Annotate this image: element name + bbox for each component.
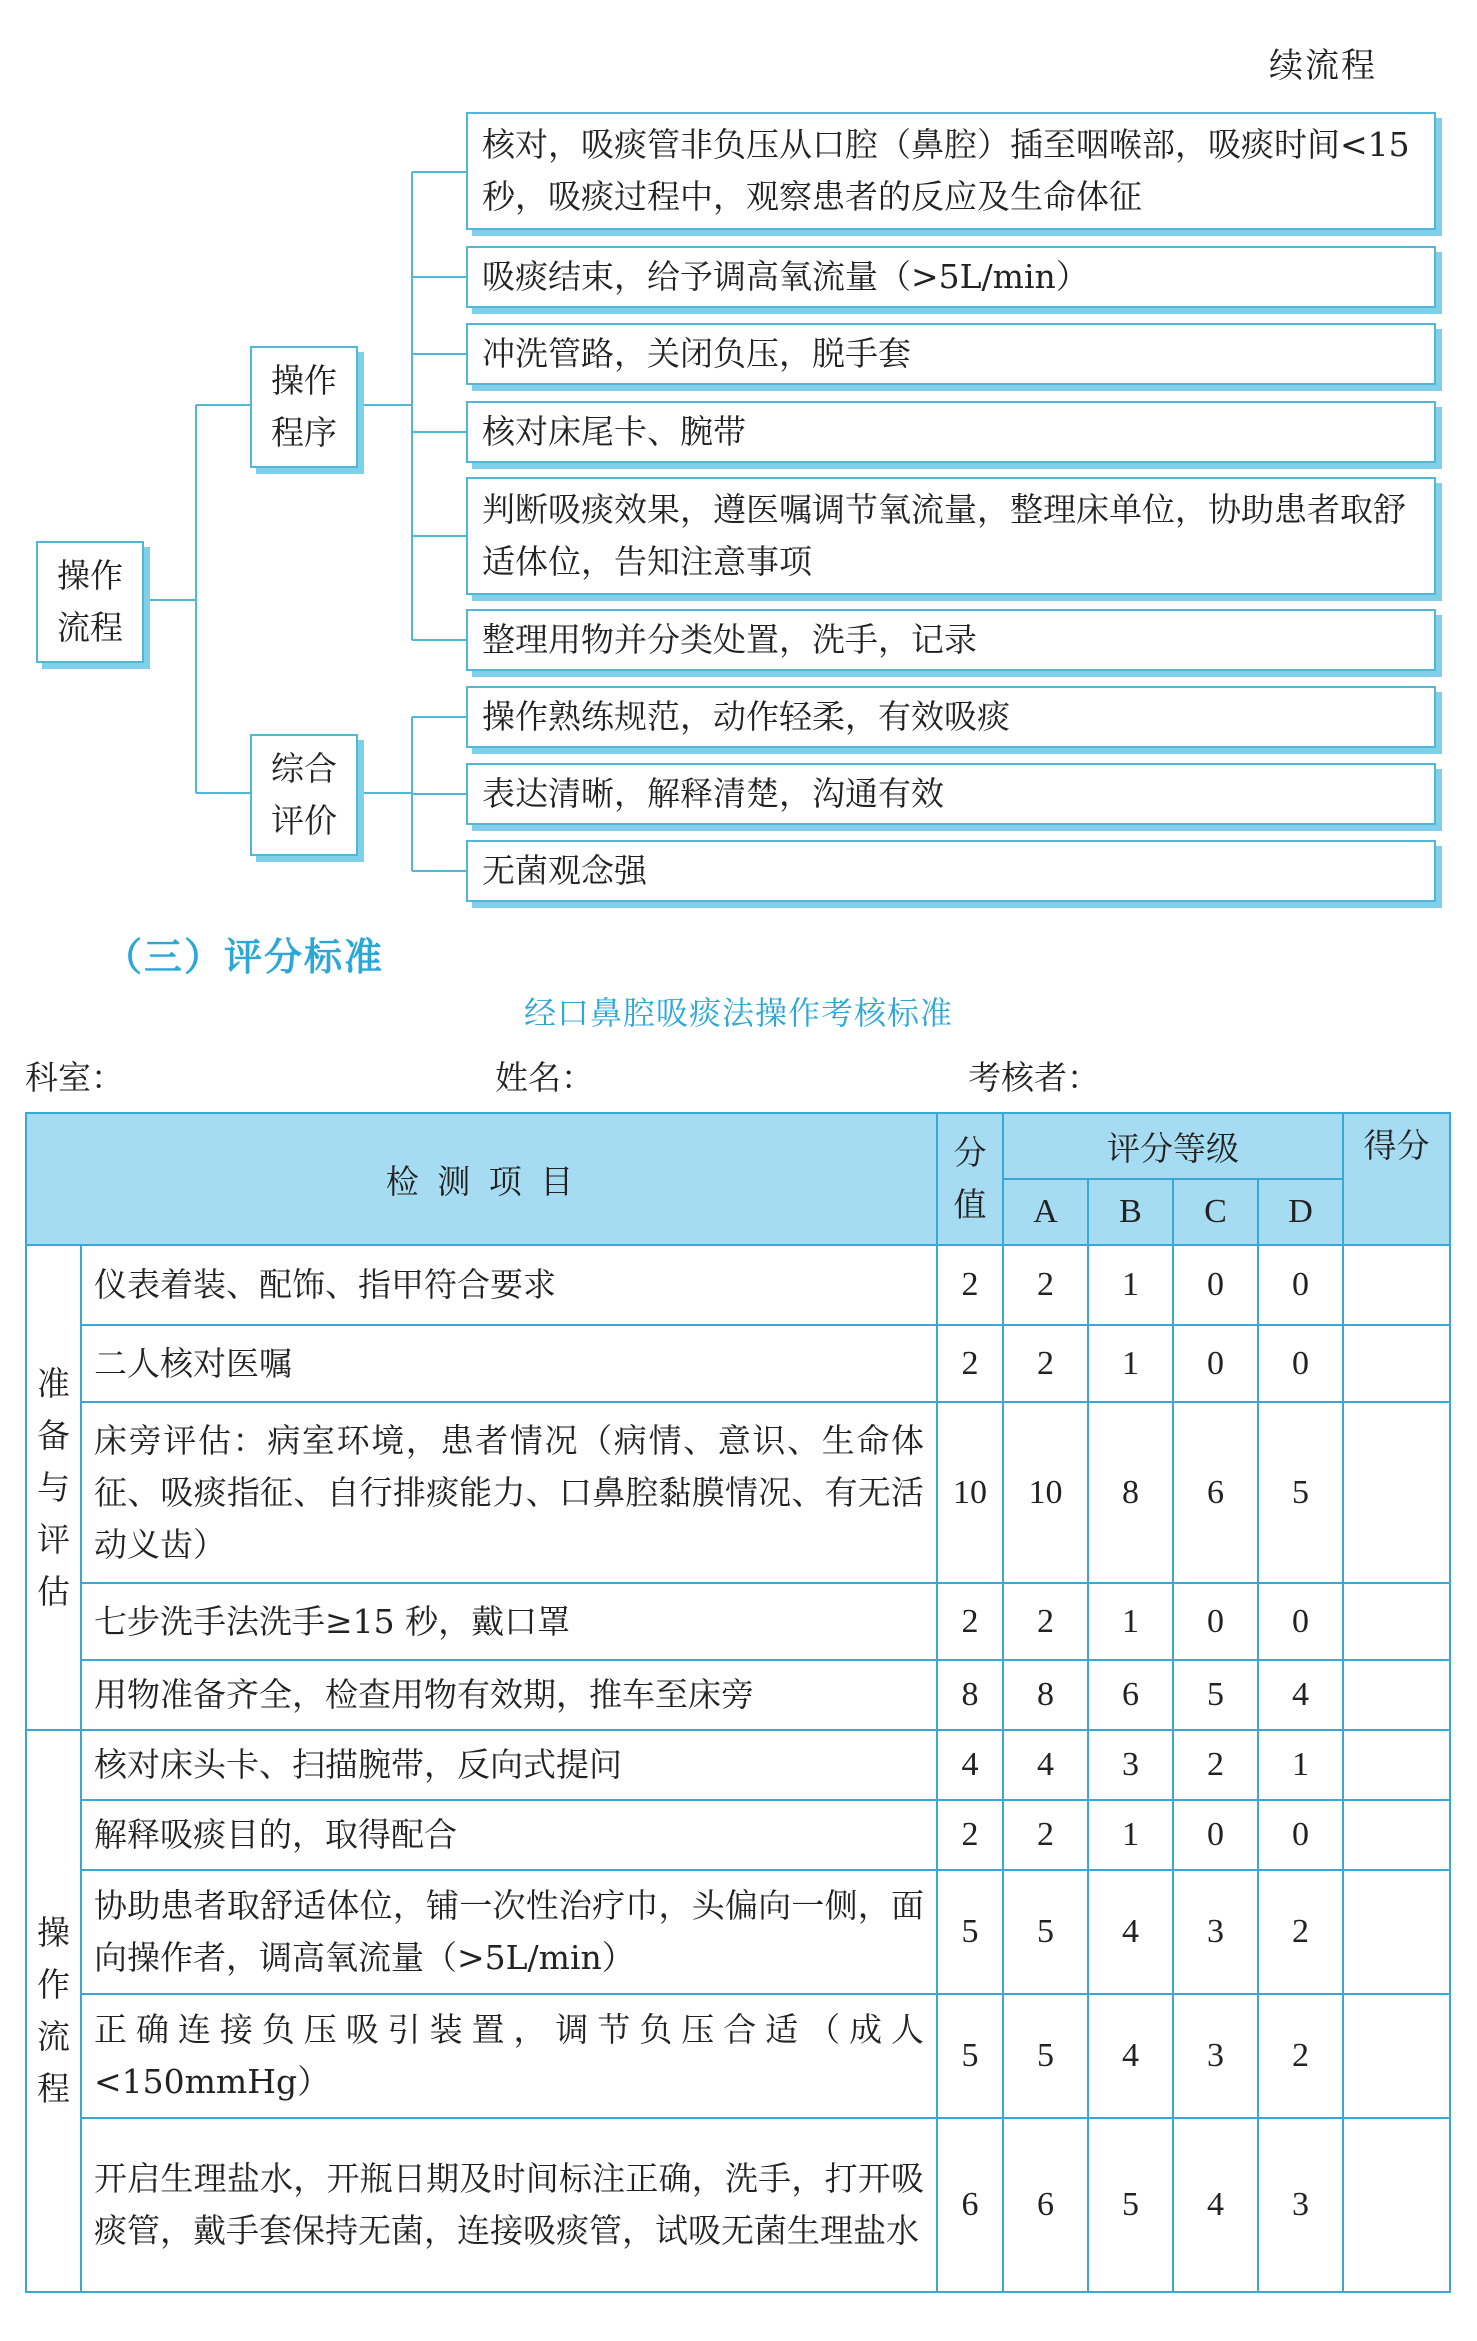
value-cell: 2	[937, 1325, 1003, 1402]
table-row	[26, 1402, 1450, 1583]
flow-step-text: 冲洗管路，关闭负压，脱手套	[482, 334, 911, 373]
meta-dept: 科室：	[25, 1058, 124, 1097]
page-continuation-label: 续流程	[1269, 46, 1377, 86]
grade-cell-c: 3	[1173, 1994, 1258, 2118]
flow-group-label: 综合评价	[271, 749, 337, 840]
value-cell: 4	[937, 1730, 1003, 1800]
grade-cell-b: 1	[1088, 1583, 1173, 1660]
flowchart	[0, 0, 1477, 910]
grade-cell-b: 6	[1088, 1660, 1173, 1730]
flow-step	[466, 477, 1436, 595]
score-cell[interactable]	[1343, 1245, 1450, 1325]
score-cell[interactable]	[1343, 1583, 1450, 1660]
table-row	[26, 1870, 1450, 1994]
grade-cell-a: 2	[1003, 1245, 1088, 1325]
table-row	[26, 1583, 1450, 1660]
grade-cell-d: 1	[1258, 1730, 1343, 1800]
grade-cell-a: 2	[1003, 1583, 1088, 1660]
value-cell: 10	[937, 1402, 1003, 1583]
grade-cell-b: 3	[1088, 1730, 1173, 1800]
score-cell[interactable]	[1343, 1325, 1450, 1402]
category-cell	[26, 1245, 81, 1730]
item-cell: 七步洗手法洗手≥15 秒，戴口罩	[81, 1583, 937, 1660]
table-row	[26, 1660, 1450, 1730]
grade-cell-d: 4	[1258, 1660, 1343, 1730]
item-cell: 二人核对医嘱	[81, 1325, 937, 1402]
flow-step	[466, 112, 1436, 230]
grade-cell-b: 5	[1088, 2118, 1173, 2292]
grade-cell-b: 1	[1088, 1800, 1173, 1870]
flow-group-node-evaluation	[250, 734, 358, 856]
grade-cell-d: 5	[1258, 1402, 1343, 1583]
table-row	[26, 1730, 1450, 1800]
header-grade: 评分等级	[1003, 1113, 1343, 1179]
flow-group-label: 操作程序	[271, 361, 337, 452]
grade-cell-c: 2	[1173, 1730, 1258, 1800]
value-cell: 5	[937, 1870, 1003, 1994]
flow-step	[466, 246, 1436, 308]
grade-cell-c: 0	[1173, 1800, 1258, 1870]
grade-cell-d: 0	[1258, 1583, 1343, 1660]
flow-step	[466, 401, 1436, 463]
meta-examiner: 考核者：	[968, 1058, 1100, 1097]
score-cell[interactable]	[1343, 1402, 1450, 1583]
category-label: 准备与评估	[37, 1363, 70, 1611]
grade-cell-d: 2	[1258, 1870, 1343, 1994]
value-cell: 8	[937, 1660, 1003, 1730]
flow-step	[466, 686, 1436, 748]
item-cell: 用物准备齐全，检查用物有效期，推车至床旁	[81, 1660, 937, 1730]
grade-cell-c: 3	[1173, 1870, 1258, 1994]
flow-root-node	[36, 541, 144, 663]
grade-cell-b: 8	[1088, 1402, 1173, 1583]
table-row	[26, 1245, 1450, 1325]
grade-cell-a: 5	[1003, 1870, 1088, 1994]
header-item: 检 测 项 目	[26, 1113, 937, 1245]
value-cell: 2	[937, 1583, 1003, 1660]
header-value-text: 分值	[953, 1133, 987, 1224]
flow-step-text: 判断吸痰效果，遵医嘱调节氧流量，整理床单位，协助患者取舒适体位，告知注意事项	[482, 490, 1406, 581]
grade-cell-a: 10	[1003, 1402, 1088, 1583]
score-cell[interactable]	[1343, 1730, 1450, 1800]
score-cell[interactable]	[1343, 1800, 1450, 1870]
grade-cell-d: 3	[1258, 2118, 1343, 2292]
grade-cell-a: 2	[1003, 1800, 1088, 1870]
score-cell[interactable]	[1343, 1994, 1450, 2118]
flow-step	[466, 323, 1436, 385]
header-score: 得分	[1343, 1113, 1450, 1245]
grade-cell-b: 4	[1088, 1994, 1173, 2118]
header-grade-a: A	[1003, 1179, 1088, 1245]
grade-cell-c: 5	[1173, 1660, 1258, 1730]
grade-cell-d: 0	[1258, 1325, 1343, 1402]
table-row	[26, 1325, 1450, 1402]
grade-cell-a: 8	[1003, 1660, 1088, 1730]
flow-step-text: 表达清晰，解释清楚，沟通有效	[482, 774, 944, 813]
table-row	[26, 2118, 1450, 2292]
flow-step	[466, 840, 1436, 902]
grade-cell-b: 1	[1088, 1325, 1173, 1402]
score-table	[25, 1112, 1451, 2293]
score-cell[interactable]	[1343, 1660, 1450, 1730]
item-cell: 协助患者取舒适体位，铺一次性治疗巾，头偏向一侧，面向操作者，调高氧流量（>5L/min）	[81, 1870, 937, 1994]
value-cell: 5	[937, 1994, 1003, 2118]
grade-cell-d: 0	[1258, 1245, 1343, 1325]
category-cell	[26, 1730, 81, 2292]
item-cell: 仪表着装、配饰、指甲符合要求	[81, 1245, 937, 1325]
grade-cell-c: 4	[1173, 2118, 1258, 2292]
grade-cell-a: 4	[1003, 1730, 1088, 1800]
item-cell: 核对床头卡、扫描腕带，反向式提问	[81, 1730, 937, 1800]
score-cell[interactable]	[1343, 1870, 1450, 1994]
value-cell: 2	[937, 1800, 1003, 1870]
category-label: 操作流程	[37, 1913, 70, 2108]
grade-cell-c: 0	[1173, 1245, 1258, 1325]
item-cell: 解释吸痰目的，取得配合	[81, 1800, 937, 1870]
item-cell: 开启生理盐水，开瓶日期及时间标注正确，洗手，打开吸痰管，戴手套保持无菌，连接吸痰管，试吸无菌生理盐水	[81, 2118, 937, 2292]
flow-step	[466, 609, 1436, 671]
item-cell: 正确连接负压吸引装置，调节负压合适（成人<150mmHg）	[81, 1994, 937, 2118]
score-cell[interactable]	[1343, 2118, 1450, 2292]
header-value	[937, 1113, 1003, 1245]
flow-step-text: 吸痰结束，给予调高氧流量（>5L/min）	[482, 257, 1089, 296]
grade-cell-a: 5	[1003, 1994, 1088, 2118]
grade-cell-b: 4	[1088, 1870, 1173, 1994]
flow-step-text: 整理用物并分类处置，洗手，记录	[482, 620, 977, 659]
table-row	[26, 1994, 1450, 2118]
meta-name: 姓名：	[495, 1058, 594, 1097]
grade-cell-d: 2	[1258, 1994, 1343, 2118]
flow-root-label: 操作流程	[57, 556, 123, 647]
item-cell: 床旁评估：病室环境，患者情况（病情、意识、生命体征、吸痰指征、自行排痰能力、口鼻腔黏膜情况、有无活动义齿）	[81, 1402, 937, 1583]
table-row	[26, 1800, 1450, 1870]
flow-step-text: 核对床尾卡、腕带	[482, 412, 746, 451]
header-grade-c: C	[1173, 1179, 1258, 1245]
grade-cell-c: 0	[1173, 1583, 1258, 1660]
grade-cell-b: 1	[1088, 1245, 1173, 1325]
flow-step	[466, 763, 1436, 825]
value-cell: 6	[937, 2118, 1003, 2292]
section-title: （三）评分标准	[104, 935, 385, 979]
value-cell: 2	[937, 1245, 1003, 1325]
header-grade-d: D	[1258, 1179, 1343, 1245]
grade-cell-c: 6	[1173, 1402, 1258, 1583]
flow-step-text: 无菌观念强	[482, 851, 647, 890]
flow-step-text: 操作熟练规范，动作轻柔，有效吸痰	[482, 697, 1010, 736]
flow-group-node-procedure	[250, 346, 358, 468]
grade-cell-c: 0	[1173, 1325, 1258, 1402]
grade-cell-d: 0	[1258, 1800, 1343, 1870]
grade-cell-a: 6	[1003, 2118, 1088, 2292]
flow-step-text: 核对，吸痰管非负压从口腔（鼻腔）插至咽喉部，吸痰时间<15 秒，吸痰过程中，观察患者的反应及生命体征	[482, 125, 1410, 216]
table-title: 经口鼻腔吸痰法操作考核标准	[523, 994, 953, 1032]
grade-cell-a: 2	[1003, 1325, 1088, 1402]
header-grade-b: B	[1088, 1179, 1173, 1245]
